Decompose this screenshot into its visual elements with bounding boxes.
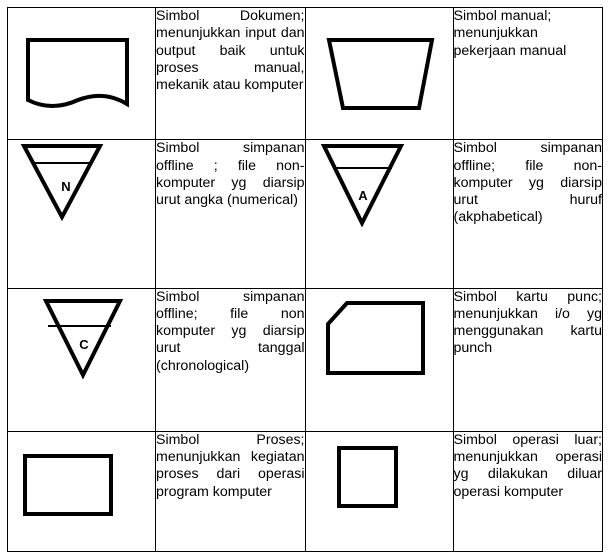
offline-storage-alphabetical-symbol — [306, 140, 453, 288]
symbol-description: Simbol kartu punc; menunjukkan i/o yg menggunakan kartu punch — [453, 288, 603, 431]
table-row — [8, 431, 603, 551]
symbol-cell — [8, 8, 156, 140]
symbol-cell — [8, 431, 156, 551]
punched-card-symbol — [306, 289, 453, 432]
document-symbol — [8, 8, 155, 140]
symbol-cell — [305, 140, 453, 288]
symbol-description: Simbol simpanan offline; file non-komputer yg diarsip urut huruf (akphabetical) — [453, 140, 603, 288]
table-row — [8, 288, 603, 431]
flowchart-symbol-table — [7, 7, 603, 552]
manual-operation-symbol — [306, 8, 453, 140]
storage-letter: C — [79, 336, 89, 352]
symbol-description: Simbol Dokumen; menunjukkan input dan output baik untuk proses manual, mekanik atau komputer — [156, 8, 306, 140]
symbol-cell — [305, 288, 453, 431]
offline-storage-numerical-symbol — [8, 140, 155, 288]
symbol-description: Simbol manual; menunjukkan pekerjaan manual — [453, 8, 603, 140]
symbol-description: Simbol simpanan offline ; file non-komputer yg diarsip urut angka (numerical) — [156, 140, 306, 288]
symbol-cell — [8, 140, 156, 288]
storage-letter: A — [357, 188, 368, 204]
symbol-cell — [305, 431, 453, 551]
symbol-description: Simbol simpanan offline; file non komputer yg diarsip urut tanggal (chronological) — [156, 288, 306, 431]
offline-operation-symbol — [306, 432, 453, 552]
offline-storage-chronological-symbol — [8, 289, 155, 432]
storage-letter: N — [61, 179, 71, 195]
table-row — [8, 140, 603, 288]
table-row — [8, 8, 603, 140]
symbol-cell — [8, 288, 156, 431]
symbol-description: Simbol operasi luar; menunjukkan operasi yg dilakukan diluar operasi komputer — [453, 431, 603, 551]
symbol-description: Simbol Proses; menunjukkan kegiatan proses dari operasi program komputer — [156, 431, 306, 551]
symbol-cell — [305, 8, 453, 140]
process-symbol — [8, 432, 155, 552]
